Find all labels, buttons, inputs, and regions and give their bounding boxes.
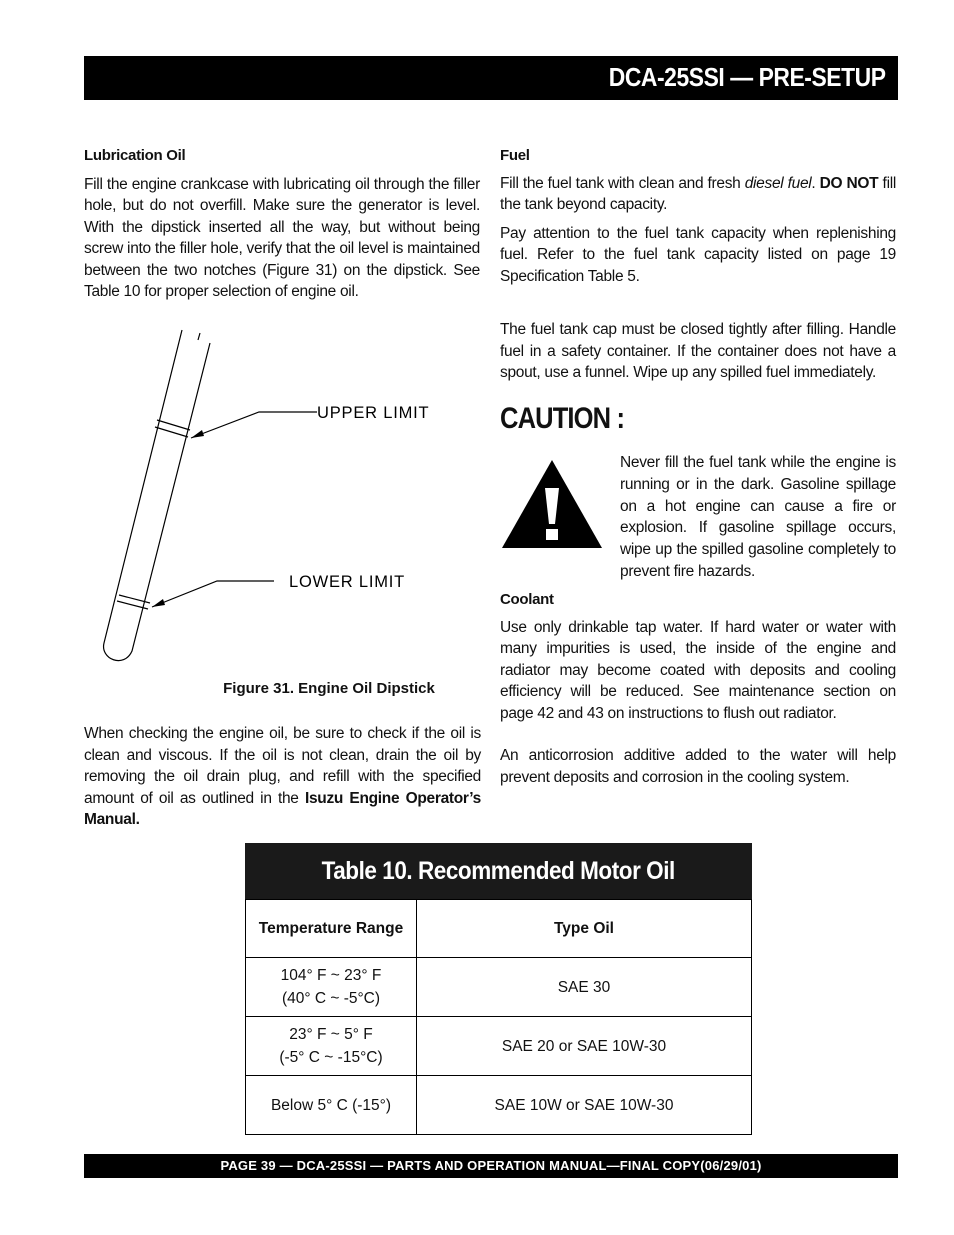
- figure-caption: Figure 31. Engine Oil Dipstick: [223, 680, 435, 697]
- caution-text: Never fill the fuel tank while the engine is running or in the dark. Gasoline spillage on a hot engine can cause a fire or explosion. If gasoline spillage occurs, wipe up the spilled gasoline completely to prevent fire hazards.: [620, 454, 896, 580]
- fuel-text-c: fill the tank beyond capacity.: [500, 174, 896, 213]
- operator-manual-ref: Isuzu Engine Operator’s Manual.: [84, 789, 481, 828]
- fuel-paragraph-3: The fuel tank cap must be closed tightly after filling. Handle fuel in a safety container. If the container does not have a spout, use a funnel. Wipe up any spilled fuel immediately.: [500, 321, 896, 381]
- table-title: [245, 843, 752, 899]
- temp-fahrenheit: 104° F ~ 23° F: [280, 967, 382, 984]
- lower-limit-label: LOWER LIMIT: [289, 573, 406, 591]
- temp-celsius: (-5° C ~ -15°C): [279, 1049, 383, 1066]
- coolant-heading: Coolant: [500, 591, 554, 608]
- header-temperature-range: Temperature Range: [246, 900, 417, 958]
- coolant-paragraph-2: An anticorrosion additive added to the water will help prevent deposits and corrosion in the cooling system.: [500, 747, 896, 786]
- oil-check-block: [84, 723, 481, 831]
- fuel-text-b: .: [811, 174, 820, 192]
- warning-triangle-icon: [500, 458, 604, 550]
- lubrication-heading: Lubrication Oil: [84, 147, 186, 164]
- fuel-paragraph-2: Pay attention to the fuel tank capacity when replenishing fuel. Refer to the fuel tank capacity listed on page 19 Specification Table 5.: [500, 224, 896, 285]
- table-row: [246, 1076, 752, 1135]
- fuel-paragraph-1: [500, 173, 896, 216]
- oil-check-paragraph: [84, 723, 481, 831]
- header-type-oil: Type Oil: [417, 900, 752, 958]
- oil-type-cell: SAE 20 or SAE 10W-30: [417, 1017, 752, 1076]
- oil-check-text: When checking the engine oil, be sure to check if the oil is clean and viscous. If the oil is not clean, drain the oil by removing the oil drain plug, and refill with the specified amount of oil as outlined in the: [84, 725, 481, 807]
- page-footer: PAGE 39 — DCA-25SSI — PARTS AND OPERATION MANUAL—FINAL COPY(06/29/01): [84, 1154, 898, 1178]
- temp-fahrenheit: 23° F ~ 5° F: [289, 1026, 373, 1043]
- dipstick-figure: [84, 325, 484, 670]
- table-title-text: Table 10. Recommended Motor Oil: [321, 857, 676, 885]
- do-not-warning: DO NOT: [819, 174, 879, 192]
- oil-table-grid: [245, 899, 752, 1135]
- coolant-block: [500, 589, 896, 788]
- oil-type-cell: SAE 30: [417, 958, 752, 1017]
- table-header-row: [246, 900, 752, 958]
- right-column: [500, 145, 896, 384]
- diesel-fuel-term: diesel fuel: [744, 174, 812, 192]
- fuel-text-a: Fill the fuel tank with clean and fresh: [500, 174, 745, 192]
- header-bar: [84, 56, 898, 100]
- table-row: [246, 958, 752, 1017]
- lubrication-paragraph: Fill the engine crankcase with lubricating oil through the filler hole, but do not overfill. Make sure the generator is level. With the dipstick inserted all the way, but without being screw into the filler hole, verify that the oil level is maintained between the two notches (Figure 31) on the dipstick. See Table 10 for proper selection of engine oil.: [84, 175, 480, 300]
- temperature-cell: Below 5° C (-15°): [246, 1076, 417, 1135]
- motor-oil-table: [245, 843, 752, 1135]
- left-column: [84, 145, 480, 303]
- temp-celsius: (40° C ~ -5°C): [281, 990, 381, 1007]
- upper-limit-label: UPPER LIMIT: [317, 404, 430, 422]
- caution-title: CAUTION :: [500, 402, 625, 435]
- oil-type-cell: SAE 10W or SAE 10W-30: [417, 1076, 752, 1135]
- coolant-paragraph-1: Use only drinkable tap water. If hard water or water with many impurities is used, the inside of the engine and radiator may become coated with deposits and cooling efficiency will be reduced. See maintenance section on page 42 and 43 on instructions to flush out radiator.: [500, 618, 896, 722]
- page-title: DCA-25SSI — PRE-SETUP: [609, 62, 886, 92]
- fuel-heading: Fuel: [500, 147, 530, 164]
- temperature-cell: [246, 1017, 417, 1076]
- temperature-cell: [246, 958, 417, 1017]
- table-row: [246, 1017, 752, 1076]
